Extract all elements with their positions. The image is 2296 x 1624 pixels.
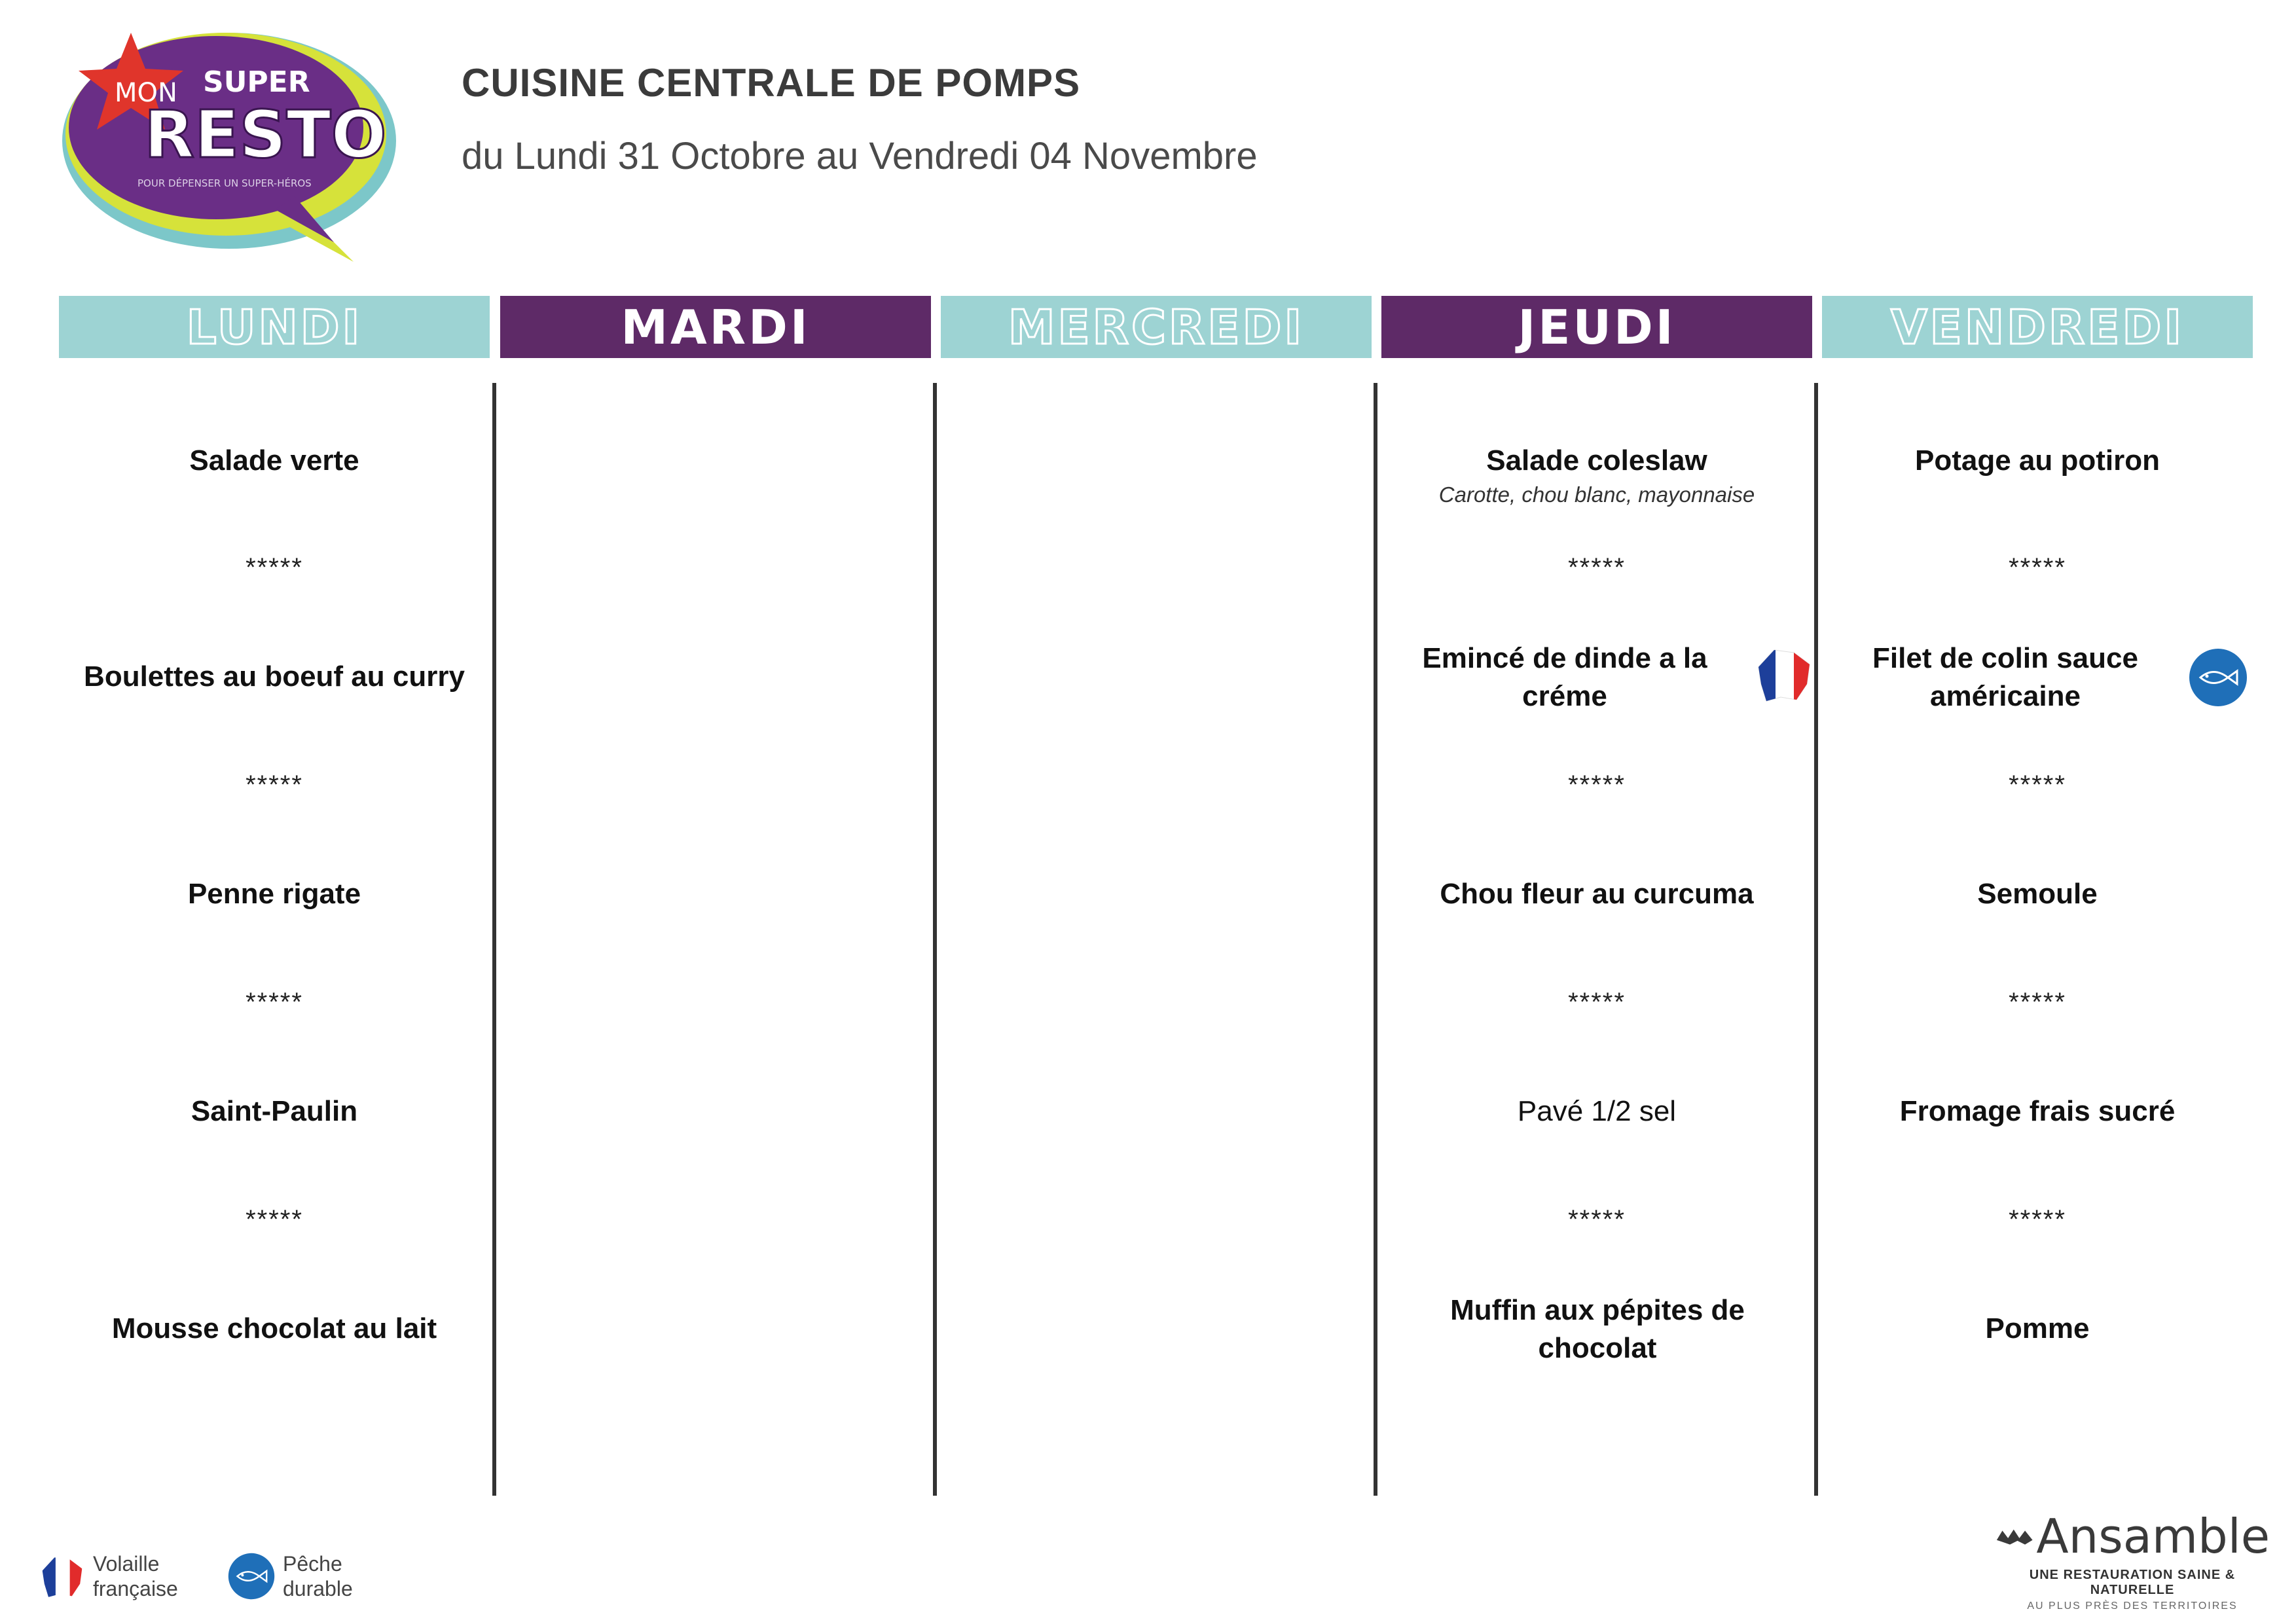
day-header-jeudi: JEUDI [1381, 296, 1812, 358]
separator: ***** [246, 770, 303, 799]
dish-accompagnement: Semoule [1977, 878, 2098, 910]
brand-tagline: UNE RESTAURATION SAINE & NATURELLE [2029, 1568, 2236, 1597]
brand-tagline-secondary: AU PLUS PRÈS DES TERRITOIRES [2027, 1600, 2238, 1612]
legend-peche-durable [228, 1551, 353, 1601]
dish-plat: Filet de colin sauce américaine [1872, 642, 2138, 712]
column-divider [933, 383, 937, 1496]
dish-accompagnement: Chou fleur au curcuma [1440, 878, 1754, 910]
svg-text:RESTO: RESTO [144, 96, 387, 173]
day-header-mardi: MARDI [500, 296, 931, 358]
day-header-mercredi: MERCREDI [941, 296, 1372, 358]
dish-plat: Boulettes au boeuf au curry [84, 660, 465, 693]
separator: ***** [2009, 1205, 2066, 1234]
ansamble-logo [1995, 1509, 2270, 1612]
svg-text:POUR DÉPENSER UN SUPER-HÉROS: POUR DÉPENSER UN SUPER-HÉROS [137, 177, 312, 189]
dish-fromage: Pavé 1/2 sel [1517, 1095, 1677, 1127]
column-divider [1814, 383, 1818, 1496]
french-flag-icon [1755, 645, 1813, 704]
page-title: CUISINE CENTRALE DE POMPS [462, 61, 1081, 105]
separator: ***** [246, 1205, 303, 1234]
svg-text:SUPER: SUPER [203, 65, 310, 99]
menu-column-vendredi [1822, 383, 2253, 1496]
column-divider [1374, 383, 1377, 1496]
french-flag-icon [39, 1553, 85, 1599]
dish-fromage: Saint-Paulin [191, 1095, 358, 1127]
separator: ***** [1568, 553, 1626, 582]
legend-label: Volaille [93, 1552, 160, 1576]
dish-accompagnement: Penne rigate [187, 878, 361, 910]
menu-column-mardi [500, 383, 931, 1496]
date-range: du Lundi 31 Octobre au Vendredi 04 Novembre [462, 135, 1258, 177]
dish-entree: Salade verte [189, 444, 359, 477]
mon-super-resto-logo [46, 13, 399, 275]
brand-name: Ansamble [2036, 1509, 2270, 1564]
dish-entree: Potage au potiron [1915, 444, 2160, 477]
dish-plat: Emincé de dinde a la créme [1422, 642, 1707, 712]
dish-fromage: Fromage frais sucré [1899, 1095, 2176, 1127]
column-divider [492, 383, 496, 1496]
fish-icon [2189, 648, 2248, 707]
day-header-vendredi: VENDREDI [1822, 296, 2253, 358]
separator: ***** [1568, 770, 1626, 799]
separator: ***** [2009, 988, 2066, 1017]
legend-label: Pêche [283, 1552, 342, 1576]
legend-label: française [93, 1577, 178, 1600]
dish-dessert: Muffin aux pépites de chocolat [1450, 1294, 1745, 1364]
day-header-lundi: LUNDI [59, 296, 490, 358]
dish-dessert: Pomme [1985, 1312, 2090, 1344]
separator: ***** [246, 988, 303, 1017]
separator: ***** [246, 553, 303, 582]
separator: ***** [1568, 988, 1626, 1017]
separator: ***** [2009, 553, 2066, 582]
legend-label: durable [283, 1577, 353, 1600]
legend-volaille-francaise [39, 1551, 178, 1601]
dish-entree-detail: Carotte, chou blanc, mayonnaise [1438, 482, 1755, 507]
menu-column-mercredi [941, 383, 1372, 1496]
svg-text:MON: MON [115, 78, 177, 108]
menu-column-jeudi [1381, 383, 1812, 1496]
ansamble-emblem-icon [1995, 1517, 2036, 1556]
menu-column-lundi [59, 383, 490, 1496]
separator: ***** [1568, 1205, 1626, 1234]
dish-dessert: Mousse chocolat au lait [111, 1312, 437, 1344]
fish-icon [228, 1553, 275, 1600]
separator: ***** [2009, 770, 2066, 799]
dish-entree: Salade coleslaw [1486, 444, 1707, 477]
